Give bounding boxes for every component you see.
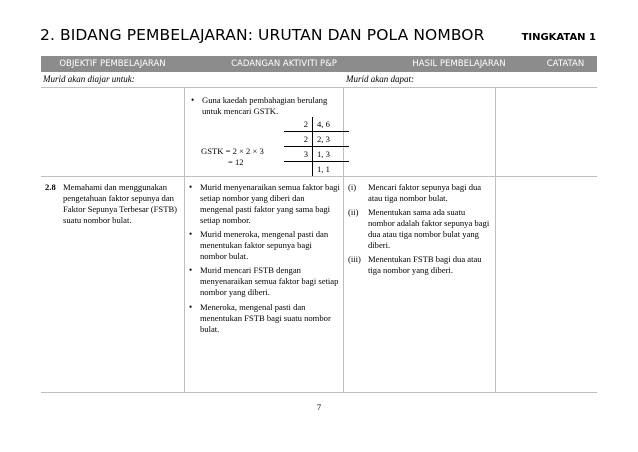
column-header-objective: OBJEKTIF PEMBELAJARAN — [59, 59, 166, 69]
division-divisor: 3 — [284, 147, 313, 162]
sub-header-taught: Murid akan diajar untuk: — [43, 74, 135, 84]
outcome-text: Menentukan FSTB bagi dua atau tiga nombor yang diberi. — [368, 254, 482, 275]
activity-item: • Murid menyenaraikan semua faktor bagi setiap nombor yang diberi dan mengenal pasti faktor yang sama bagi setiap nombor. — [200, 182, 340, 226]
column-header-notes: CATATAN — [546, 59, 585, 69]
row-divider — [41, 87, 597, 88]
table-row — [284, 162, 349, 177]
table-header — [41, 56, 597, 72]
outcome-number: (i) — [348, 182, 357, 192]
row-divider — [41, 392, 597, 393]
division-divisor — [284, 162, 313, 177]
division-values: 1, 1 — [317, 164, 330, 174]
table-row — [284, 132, 349, 147]
outcome-text: Mencari faktor sepunya bagi dua atau tiga nombor bulat. — [368, 182, 482, 203]
column-header-activities: CADANGAN AKTIVITI P&P — [231, 59, 337, 69]
division-values: 2, 3 — [313, 132, 350, 147]
table-row — [284, 117, 349, 132]
division-table — [284, 117, 349, 176]
outcome-text: Menentukan sama ada suatu nombor adalah faktor sepunya bagi dua atau tiga nombor bulat yang diberi. — [368, 207, 490, 250]
gstk-formula-line1: GSTK = 2 × 2 × 3 — [201, 146, 264, 156]
activity-item: • Murid mencari FSTB dengan menyenaraikan semua faktor bagi setiap nombor yang diberi. — [200, 265, 340, 298]
objective-number: 2.8 — [45, 182, 56, 192]
objective-text: Memahami dan menggunakan pengetahuan faktor sepunya dan Faktor Sepunya Terbesar (FSTB) suatu nombor bulat. — [63, 182, 178, 225]
form-level: TINGKATAN 1 — [521, 32, 596, 43]
division-values: 4, 6 — [313, 117, 350, 132]
division-divisor: 2 — [284, 132, 313, 147]
table-row — [284, 147, 349, 162]
page-title: 2. BIDANG PEMBELAJARAN: URUTAN DAN POLA NOMBOR — [40, 26, 485, 44]
column-divider — [495, 87, 496, 392]
activity-item: • Murid meneroka, mengenal pasti dan menentukan faktor sepunya bagi nombor bulat. — [200, 229, 340, 262]
division-divisor: 2 — [284, 117, 313, 132]
column-header-outcomes: HASIL PEMBELAJARAN — [412, 59, 506, 69]
activity-item: • Meneroka, mengenal pasti dan menentukan FSTB bagi suatu nombor bulat. — [200, 302, 340, 335]
division-values: 1, 3 — [313, 147, 350, 162]
gstk-formula-line2: = 12 — [228, 157, 244, 167]
outcome-number: (iii) — [348, 254, 361, 264]
page-number: 7 — [316, 402, 322, 412]
sub-header-able: Murid akan dapat: — [346, 74, 414, 84]
row-divider — [41, 176, 597, 177]
column-divider — [184, 87, 185, 392]
outcome-number: (ii) — [348, 207, 359, 217]
activity-gstk-bullet: • Guna kaedah pembahagian berulang untuk mencari GSTK. — [202, 95, 340, 117]
